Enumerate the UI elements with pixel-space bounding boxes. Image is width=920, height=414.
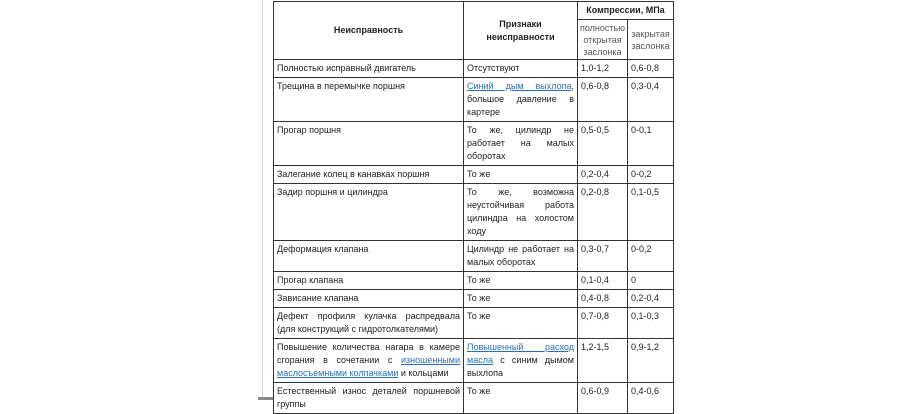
table-row [274, 184, 674, 241]
cell-open: 0,1-0,4 [578, 272, 628, 290]
header-symptoms: Признаки неисправности [464, 2, 578, 60]
cell-fault: Деформация клапана [274, 241, 464, 272]
cell-closed: 0,6-0,8 [627, 60, 673, 78]
cell-open: 0,4-0,8 [578, 290, 628, 308]
cell-symptoms: То же [464, 290, 578, 308]
cell-fault [274, 339, 464, 383]
table-row [274, 383, 674, 414]
cell-closed: 0-0,2 [627, 166, 673, 184]
cell-symptoms: Отсутствуют [464, 60, 578, 78]
table-row [274, 339, 674, 383]
cell-open: 0,3-0,7 [578, 241, 628, 272]
oil-consumption-link[interactable]: Повышенный расход масла [467, 342, 574, 365]
cell-closed: 0,9-1,2 [627, 339, 673, 383]
cell-closed: 0,4-0,6 [627, 383, 673, 414]
cell-closed: 0-0,1 [627, 122, 673, 166]
cell-closed: 0 [627, 272, 673, 290]
cell-open: 1,2-1,5 [578, 339, 628, 383]
cell-closed: 0,2-0,4 [627, 290, 673, 308]
cell-closed: 0,3-0,4 [627, 78, 673, 122]
cell-symptoms: То же, цилиндр не работает на малых оборотах [464, 122, 578, 166]
fault-text: Повышение количества нагара в камере сгорания в сочетании с [277, 342, 460, 365]
blue-smoke-link[interactable]: Синий дым выхлопа [467, 81, 572, 91]
cell-fault: Естественный износ деталей поршневой группы [274, 383, 464, 414]
table-row [274, 166, 674, 184]
cell-fault: Задир поршня и цилиндра [274, 184, 464, 241]
cell-fault: Зависание клапана [274, 290, 464, 308]
fault-text-end: и кольцами [398, 368, 449, 378]
worn-valve-seals-link[interactable]: изношенными маслосъемными колпачками [277, 355, 460, 378]
cell-symptoms: То же [464, 383, 578, 414]
header-compression: Компрессии, МПа [578, 2, 674, 20]
header-open: полностью открытая заслонка [578, 20, 628, 60]
cell-fault: Прогар поршня [274, 122, 464, 166]
table-row [274, 272, 674, 290]
header-closed: закрытая заслонка [627, 20, 673, 60]
cell-symptoms: То же, возможна неустойчивая работа цилиндра на холостом ходу [464, 184, 578, 241]
table-row [274, 60, 674, 78]
cell-symptoms: То же [464, 272, 578, 290]
cell-fault: Трещина в перемычке поршня [274, 78, 464, 122]
cell-fault: Залегание колец в канавках поршня [274, 166, 464, 184]
cell-open: 0,7-0,8 [578, 308, 628, 339]
cell-closed: 0-0,2 [627, 241, 673, 272]
table-row [274, 308, 674, 339]
cell-open: 0,6-0,8 [578, 78, 628, 122]
header-row [274, 2, 674, 20]
cell-closed: 0,1-0,5 [627, 184, 673, 241]
cell-symptoms: То же [464, 166, 578, 184]
cell-open: 0,2-0,8 [578, 184, 628, 241]
table-row [274, 241, 674, 272]
cell-symptoms: Цилиндр не работает на малых оборотах [464, 241, 578, 272]
compression-table [273, 1, 674, 414]
cell-symptoms [464, 339, 578, 383]
cell-open: 0,2-0,4 [578, 166, 628, 184]
cell-open: 0,5-0,5 [578, 122, 628, 166]
symptoms-text: , большое давление в картере [467, 81, 574, 117]
cell-open: 1,0-1,2 [578, 60, 628, 78]
cell-open: 0,6-0,9 [578, 383, 628, 414]
header-fault: Неисправность [274, 2, 464, 60]
cell-symptoms: То же [464, 308, 578, 339]
cell-symptoms [464, 78, 578, 122]
table-row [274, 290, 674, 308]
cell-closed: 0,1-0,3 [627, 308, 673, 339]
table-row [274, 78, 674, 122]
cell-fault: Полностью исправный двигатель [274, 60, 464, 78]
table-row [274, 122, 674, 166]
cell-fault: Дефект профиля кулачка распредвала (для конструкций с гидротолкателями) [274, 308, 464, 339]
symptoms-text: с синим дымом выхлопа [467, 355, 574, 378]
cell-fault: Прогар клапана [274, 272, 464, 290]
